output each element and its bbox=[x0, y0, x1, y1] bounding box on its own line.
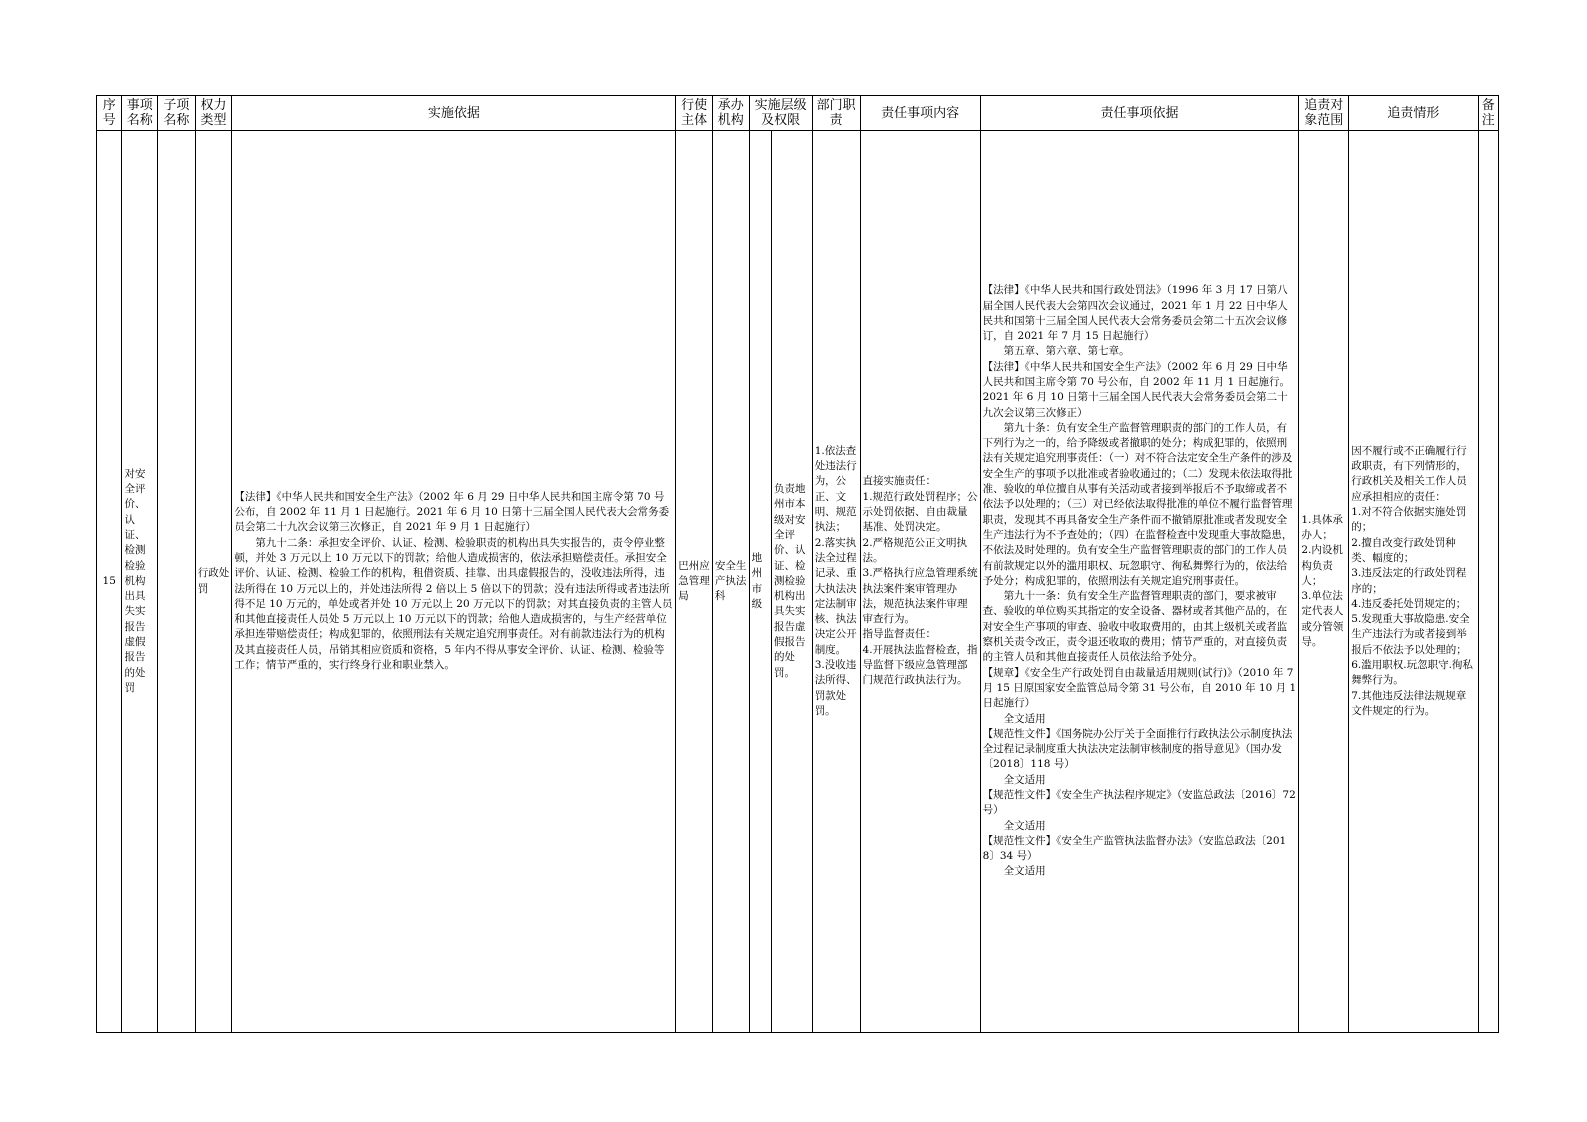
header-item-name: 事项 名称 bbox=[122, 96, 158, 131]
header-resp-basis: 责任事项依据 bbox=[980, 96, 1299, 131]
header-sub-item: 子项 名称 bbox=[158, 96, 196, 131]
cell-subject: 巴州应急管理局 bbox=[676, 131, 713, 1033]
header-duty: 部门职 责 bbox=[812, 96, 860, 131]
header-row bbox=[97, 96, 1499, 131]
cell-power-type: 行政处罚 bbox=[195, 131, 232, 1033]
responsibility-table bbox=[96, 95, 1499, 1033]
cell-duty: 1.依法查处违法行为，公正、文明、规范执法； 2.落实执法全过程记录、重大执法决定法制审核、执法决定公开制度。 3.没收违法所得、罚款处罚。 bbox=[812, 131, 860, 1033]
cell-agency: 安全生产执法科 bbox=[712, 131, 749, 1033]
cell-item-name: 对安全评价、认证、检测检验机构出具失实报告虚假报告的处罚 bbox=[122, 131, 158, 1033]
header-power-type: 权力 类型 bbox=[195, 96, 232, 131]
header-seq: 序 号 bbox=[97, 96, 122, 131]
header-subject: 行使 主体 bbox=[676, 96, 713, 131]
header-agency: 承办 机构 bbox=[712, 96, 749, 131]
cell-level-a: 地州市级 bbox=[749, 131, 771, 1033]
header-accountable: 追责对 象范围 bbox=[1299, 96, 1349, 131]
cell-seq: 15 bbox=[97, 131, 122, 1033]
cell-basis: 【法律】《中华人民共和国安全生产法》（2002 年 6 月 29 日中华人民共和国主席令第 70 号公布，自 2002 年 11 月 1 日起施行。2021 年 6 月 10 日第十三届全国人民代表大会常务委员会第二十九次会议第三次修正，自 2021 年 9 月 1 日起施行） 第九十二条：承担安全评价、认证、检测、检验职责的机构出具失实报告的，责令停业整顿，并处 3 万元以上 10 万元以下的罚款；给他人造成损害的，依法承担赔偿责任。承担安全评价、认证、检测、检验工作的机构，租借资质、挂靠、出具虚假报告的，没收违法所得，违法所得在 10 万元以上的，并处违法所得 2 倍以上 5 倍以下的罚款；没有违法所得或者违法所得不足 10 万元的，单处或者并处 10 万元以上 20 万元以下的罚款；对其直接负责的主管人员和其他直接责任人员处 5 万元以上 10 万元以下的罚款；给他人造成损害的，与生产经营单位承担连带赔偿责任；构成犯罪的，依照刑法有关规定追究刑事责任。对有前款违法行为的机构及其直接责任人员，吊销其相应资质和资格，5 年内不得从事安全评价、认证、检测、检验等工作；情节严重的，实行终身行业和职业禁入。 bbox=[232, 131, 676, 1033]
cell-resp-basis: 【法律】《中华人民共和国行政处罚法》（1996 年 3 月 17 日第八届全国人民代表大会第四次会议通过，2021 年 1 月 22 日中华人民共和国第十三届全国人民代表大会常务委员会第二十五次会议修订，自 2021 年 7 月 15 日起施行） 第五章、第六章、第七章。 【法律】《中华人民共和国安全生产法》（2002 年 6 月 29 日中华人民共和国主席令第 70 号公布，自 2002 年 11 月 1 日起施行。2021 年 6 月 10 日第十三届全国人民代表大会常务委员会第二十九次会议第三次修正） 第九十条：负有安全生产监督管理职责的部门的工作人员，有下列行为之一的，给予降级或者撤职的处分；构成犯罪的，依照刑法有关规定追究刑事责任：（一）对不符合法定安全生产条件的涉及安全生产的事项予以批准或者验收通过的；（二）发现未依法取得批准、验收的单位擅自从事有关活动或者接到举报后不予取缔或者不依法予以处理的；（三）对已经依法取得批准的单位不履行监督管理职责，发现其不再具备安全生产条件而不撤销原批准或者发现安全生产违法行为不予查处的；（四）在监督检查中发现重大事故隐患，不依法及时处理的。负有安全生产监督管理职责的部门的工作人员有前款规定以外的滥用职权、玩忽职守、徇私舞弊行为的，依法给予处分；构成犯罪的，依照刑法有关规定追究刑事责任。 第九十一条：负有安全生产监督管理职责的部门，要求被审查、验收的单位购买其指定的安全设备、器材或者其他产品的，在对安全生产事项的审查、验收中收取费用的，由其上级机关或者监察机关责令改正，责令退还收取的费用；情节严重的，对直接负责的主管人员和其他直接责任人员依法给予处分。 【规章】《安全生产行政处罚自由裁量适用规则(试行)》（2010 年 7 月 15 日原国家安全监管总局令第 31 号公布，自 2010 年 10 月 1 日起施行） 全文适用 【规范性文件】《国务院办公厅关于全面推行行政执法公示制度执法全过程记录制度重大执法决定法制审核制度的指导意见》（国办发〔2018〕118 号） 全文适用 【规范性文件】《安全生产执法程序规定》（安监总政法〔2016〕72 号） 全文适用 【规范性文件】《安全生产监管执法监督办法》（安监总政法〔2018〕34 号） 全文适用 bbox=[980, 131, 1299, 1033]
cell-accountable: 1.具体承办人； 2.内设机构负责人； 3.单位法定代表人或分管领导。 bbox=[1299, 131, 1349, 1033]
cell-situations: 因不履行或不正确履行行政职责，有下列情形的，行政机关及相关工作人员应承担相应的责任： 1.对不符合依据实施处罚的； 2.擅自改变行政处罚种类、幅度的； 3.违反法定的行政处罚程序的； 4.违反委托处罚规定的； 5.发现重大事故隐患.安全生产违法行为或者接到举报后不依法予以处理的； 6.滥用职权.玩忽职守.徇私舞弊行为。 7.其他违反法律法规规章文件规定的行为。 bbox=[1349, 131, 1478, 1033]
header-resp-content: 责任事项内容 bbox=[860, 96, 980, 131]
header-situations: 追责情形 bbox=[1349, 96, 1478, 131]
cell-level-b: 负责地州市本级对安全评价、认证、检测检验机构出具失实报告虚假报告的处罚。 bbox=[771, 131, 812, 1033]
cell-remarks bbox=[1478, 131, 1498, 1033]
header-remarks: 备 注 bbox=[1478, 96, 1498, 131]
header-level: 实施层级 及权限 bbox=[749, 96, 812, 131]
table-row bbox=[97, 131, 1499, 1033]
cell-resp-content: 直接实施责任： 1.规范行政处罚程序；公示处罚依据、自由裁量基准、处罚决定。 2.严格规范公正文明执法。 3.严格执行应急管理系统执法案件案审管理办法，规范执法案件审理审查行为。 指导监督责任： 4.开展执法监督检查，指导监督下级应急管理部门规范行政执法行为。 bbox=[860, 131, 980, 1033]
header-basis: 实施依据 bbox=[232, 96, 676, 131]
cell-sub-item bbox=[158, 131, 196, 1033]
